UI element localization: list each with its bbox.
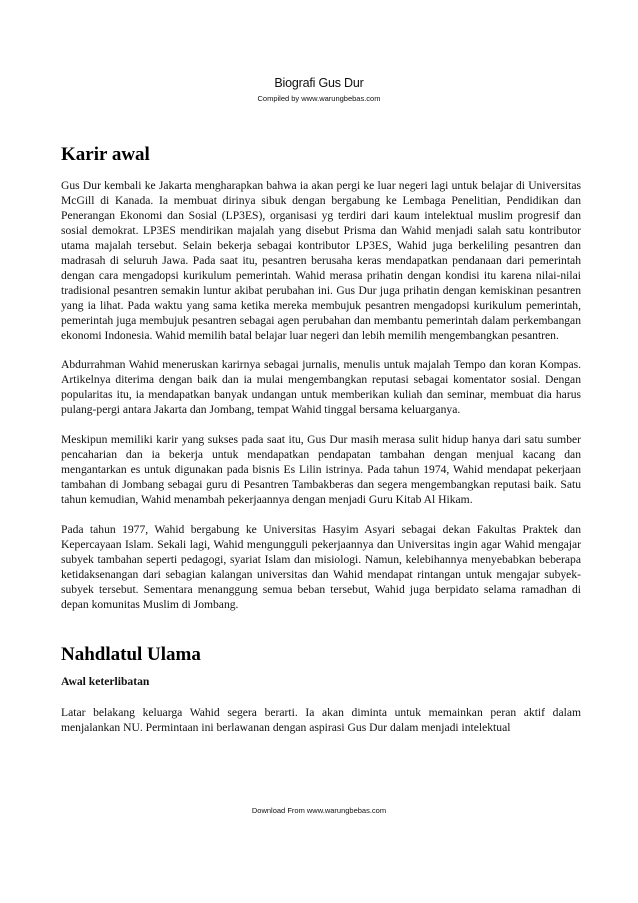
paragraph: Abdurrahman Wahid meneruskan karirnya sebagai jurnalis, menulis untuk majalah Tempo dan koran Kompas. Artikelnya diterima dengan baik dan ia mulai mengembangkan reputasi sebagai komentator sosial. Dengan popularitas itu, ia mendapatkan banyak undangan untuk memberikan kuliah dan seminar, membuat dia harus pulang-pergi antara Jakarta dan Jombang, tempat Wahid tinggal bersama keluarganya. xyxy=(61,358,581,417)
paragraph: Meskipun memiliki karir yang sukses pada saat itu, Gus Dur masih merasa sulit hidup hanya dari satu sumber pencaharian dan ia bekerja untuk mendapatkan pendapatan tambahan dengan menjual kacang dan mengantarkan es untuk digunakan pada bisnis Es Lilin istrinya. Pada tahun 1974, Wahid mendapat pekerjaan tambahan di Jombang sebagai guru di Pesantren Tambakberas dan segera mengembangkan reputasi baik. Satu tahun kemudian, Wahid menambah pekerjaannya dengan menjadi Guru Kitab Al Hikam. xyxy=(61,433,581,507)
paragraph: Gus Dur kembali ke Jakarta mengharapkan bahwa ia akan pergi ke luar negeri lagi untuk belajar di Universitas McGill di Kanada. Ia membuat dirinya sibuk dengan bergabung ke Lembaga Penelitian, Pendidikan dan Penerangan Ekonomi dan Sosial (LP3ES), organisasi yg terdiri dari kaum intelektual muslim progresif dan sosial demokrat. LP3ES mendirikan majalah yang disebut Prisma dan Wahid menjadi salah satu kontributor utama majalah tersebut. Selain bekerja sebagai kontributor LP3ES, Wahid juga berkeliling pesantren dan madrasah di seluruh Jawa. Pada saat itu, pesantren berusaha keras mendapatkan pendanaan dari pemerintah dengan cara mengadopsi kurikulum pemerintah. Wahid merasa prihatin dengan kondisi itu karena nilai-nilai tradisional pesantren semakin luntur akibat perubahan ini. Gus Dur juga prihatin dengan kemiskinan pesantren yang ia lihat. Pada waktu yang sama ketika mereka membujuk pesantren mengadopsi kurikulum pemerintah, pemerintah juga membujuk pesantren sebagai agen perubahan dan membantu pemerintah dalam perkembangan ekonomi Indonesia. Wahid memilih batal belajar luar negeri dan lebih memilih mengembangkan pesantren. xyxy=(61,179,581,342)
section-heading-karir-awal: Karir awal xyxy=(61,144,150,165)
page-footer: Download From www.warungbebas.com xyxy=(251,806,387,815)
paragraph: Pada tahun 1977, Wahid bergabung ke Universitas Hasyim Asyari sebagai dekan Fakultas Praktek dan Kepercayaan Islam. Sekali lagi, Wahid mengungguli pekerjaannya dan Universitas ingin agar Wahid mengajar subyek tambahan seperti pedagogi, syariat Islam dan misiologi. Namun, kelebihannya menyebabkan beberapa ketidaksenangan dari sebagian kalangan universitas dan Wahid mendapat rintangan untuk mengajar subyek-subyek tersebut. Sementara menanggung semua beban tersebut, Wahid juga berpidato selama ramadhan di depan komunitas Muslim di Jombang. xyxy=(61,523,581,611)
document-body xyxy=(61,142,581,751)
subsection-heading: Awal keterlibatan xyxy=(61,674,150,688)
section-heading-nahdlatul-ulama: Nahdlatul Ulama xyxy=(61,643,201,665)
document-subtitle: Compiled by www.warungbebas.com xyxy=(257,94,381,103)
paragraph: Latar belakang keluarga Wahid segera berarti. Ia akan diminta untuk memainkan peran aktif dalam menjalankan NU. Permintaan ini berlawanan dengan aspirasi Gus Dur dalam menjadi intelektual xyxy=(61,705,581,734)
document-title: Biografi Gus Dur xyxy=(274,76,364,90)
